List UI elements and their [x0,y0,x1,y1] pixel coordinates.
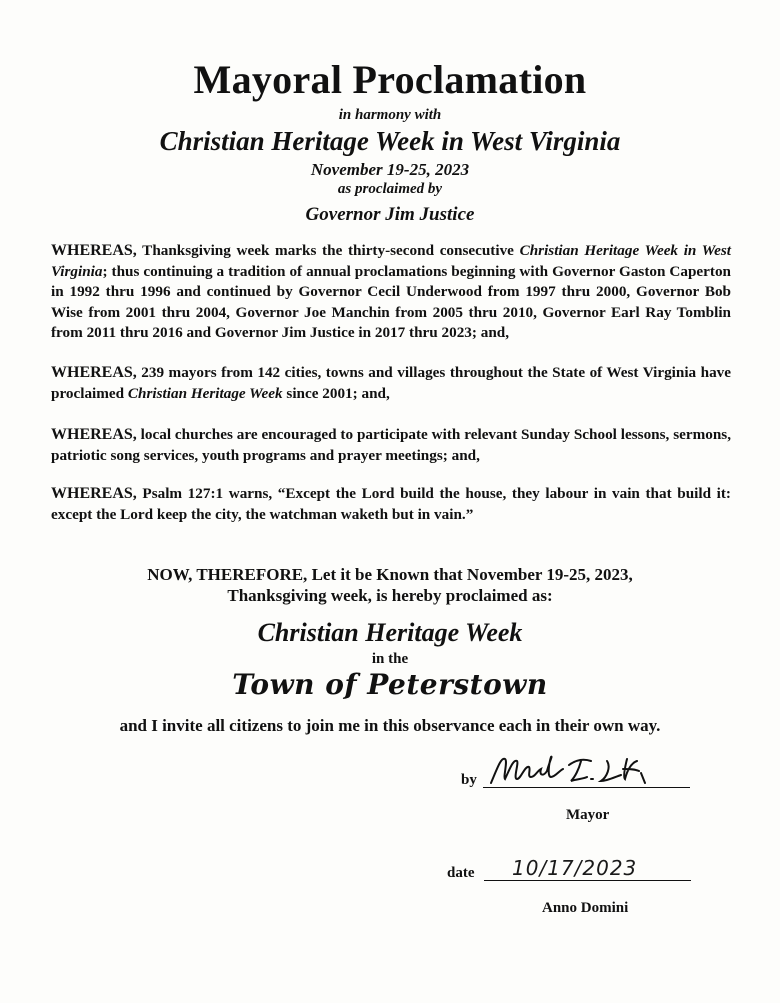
whereas-text: Psalm 127:1 warns, “Except the Lord build the house, they labour in vain that build it: except the Lord keep the city, the watchman waketh but in vain.” [51,485,731,523]
page-title: Mayoral Proclamation [193,57,587,102]
date-value: 10/17/2023 [512,856,638,880]
subtitle-harmony: in harmony with [338,107,442,123]
mayor-label: Mayor [566,807,610,823]
whereas-paragraph-2 [51,363,731,404]
in-the-label: in the [371,651,409,667]
now-therefore-text: Let it be Known that November 19-25, 2023, [307,565,633,584]
whereas-text: ; thus continuing a tradition of annual proclamations beginning with Governor Gaston Caperton in 1992 thru 1996 and continued by Governor Cecil Underwood from 1997 thru 2000, Governor Bob Wise from 2001 thru 2004, Governor Joe Manchin from 2005 thru 2010, Governor Earl Ray Tomblin from 2011 thru 2016 and Governor Jim Justice in 2017 thru 2023; and, [51,262,731,341]
by-label: by [461,772,477,788]
whereas-paragraph-4 [51,484,731,525]
now-therefore-line-1 [0,565,780,585]
now-therefore-lead: NOW, THEREFORE, [147,565,308,584]
now-therefore-line-2: Thanksgiving week, is hereby proclaimed as: [227,586,553,605]
whereas-lead: WHEREAS, [51,364,137,381]
invitation-text: and I invite all citizens to join me in this observance each in their own way. [119,716,661,735]
subtitle-proclaimed: as proclaimed by [337,181,443,197]
proclaimed-week: Christian Heritage Week [257,618,523,647]
whereas-text: local churches are encouraged to participate with relevant Sunday School lessons, sermons, patriotic song services, youth programs and prayer meetings; and, [51,426,731,464]
whereas-text: 239 mayors from 142 cities, towns and villages throughout the State of West Virginia have proclaimed [51,364,731,402]
date-line [484,880,691,881]
whereas-paragraph-3 [51,425,731,466]
whereas-paragraph-1 [51,241,731,344]
whereas-italic: Christian Heritage Week in West Virginia [51,242,731,280]
event-dates: November 19-25, 2023 [310,160,470,179]
whereas-lead: WHEREAS, [51,485,137,502]
whereas-text: since 2001; and, [282,384,390,402]
whereas-italic: Christian Heritage Week [127,384,283,402]
governor-name: Governor Jim Justice [305,204,475,225]
whereas-text: Thanksgiving week marks the thirty-second consecutive [136,242,520,259]
town-name: Town of Peterstown [232,668,548,701]
event-heading: Christian Heritage Week in West Virginia [159,126,621,156]
mayor-signature [487,749,687,791]
anno-domini-label: Anno Domini [542,900,629,916]
signature-line [483,787,690,788]
whereas-lead: WHEREAS, [51,242,137,259]
whereas-lead: WHEREAS, [51,426,137,443]
date-label: date [447,865,475,881]
